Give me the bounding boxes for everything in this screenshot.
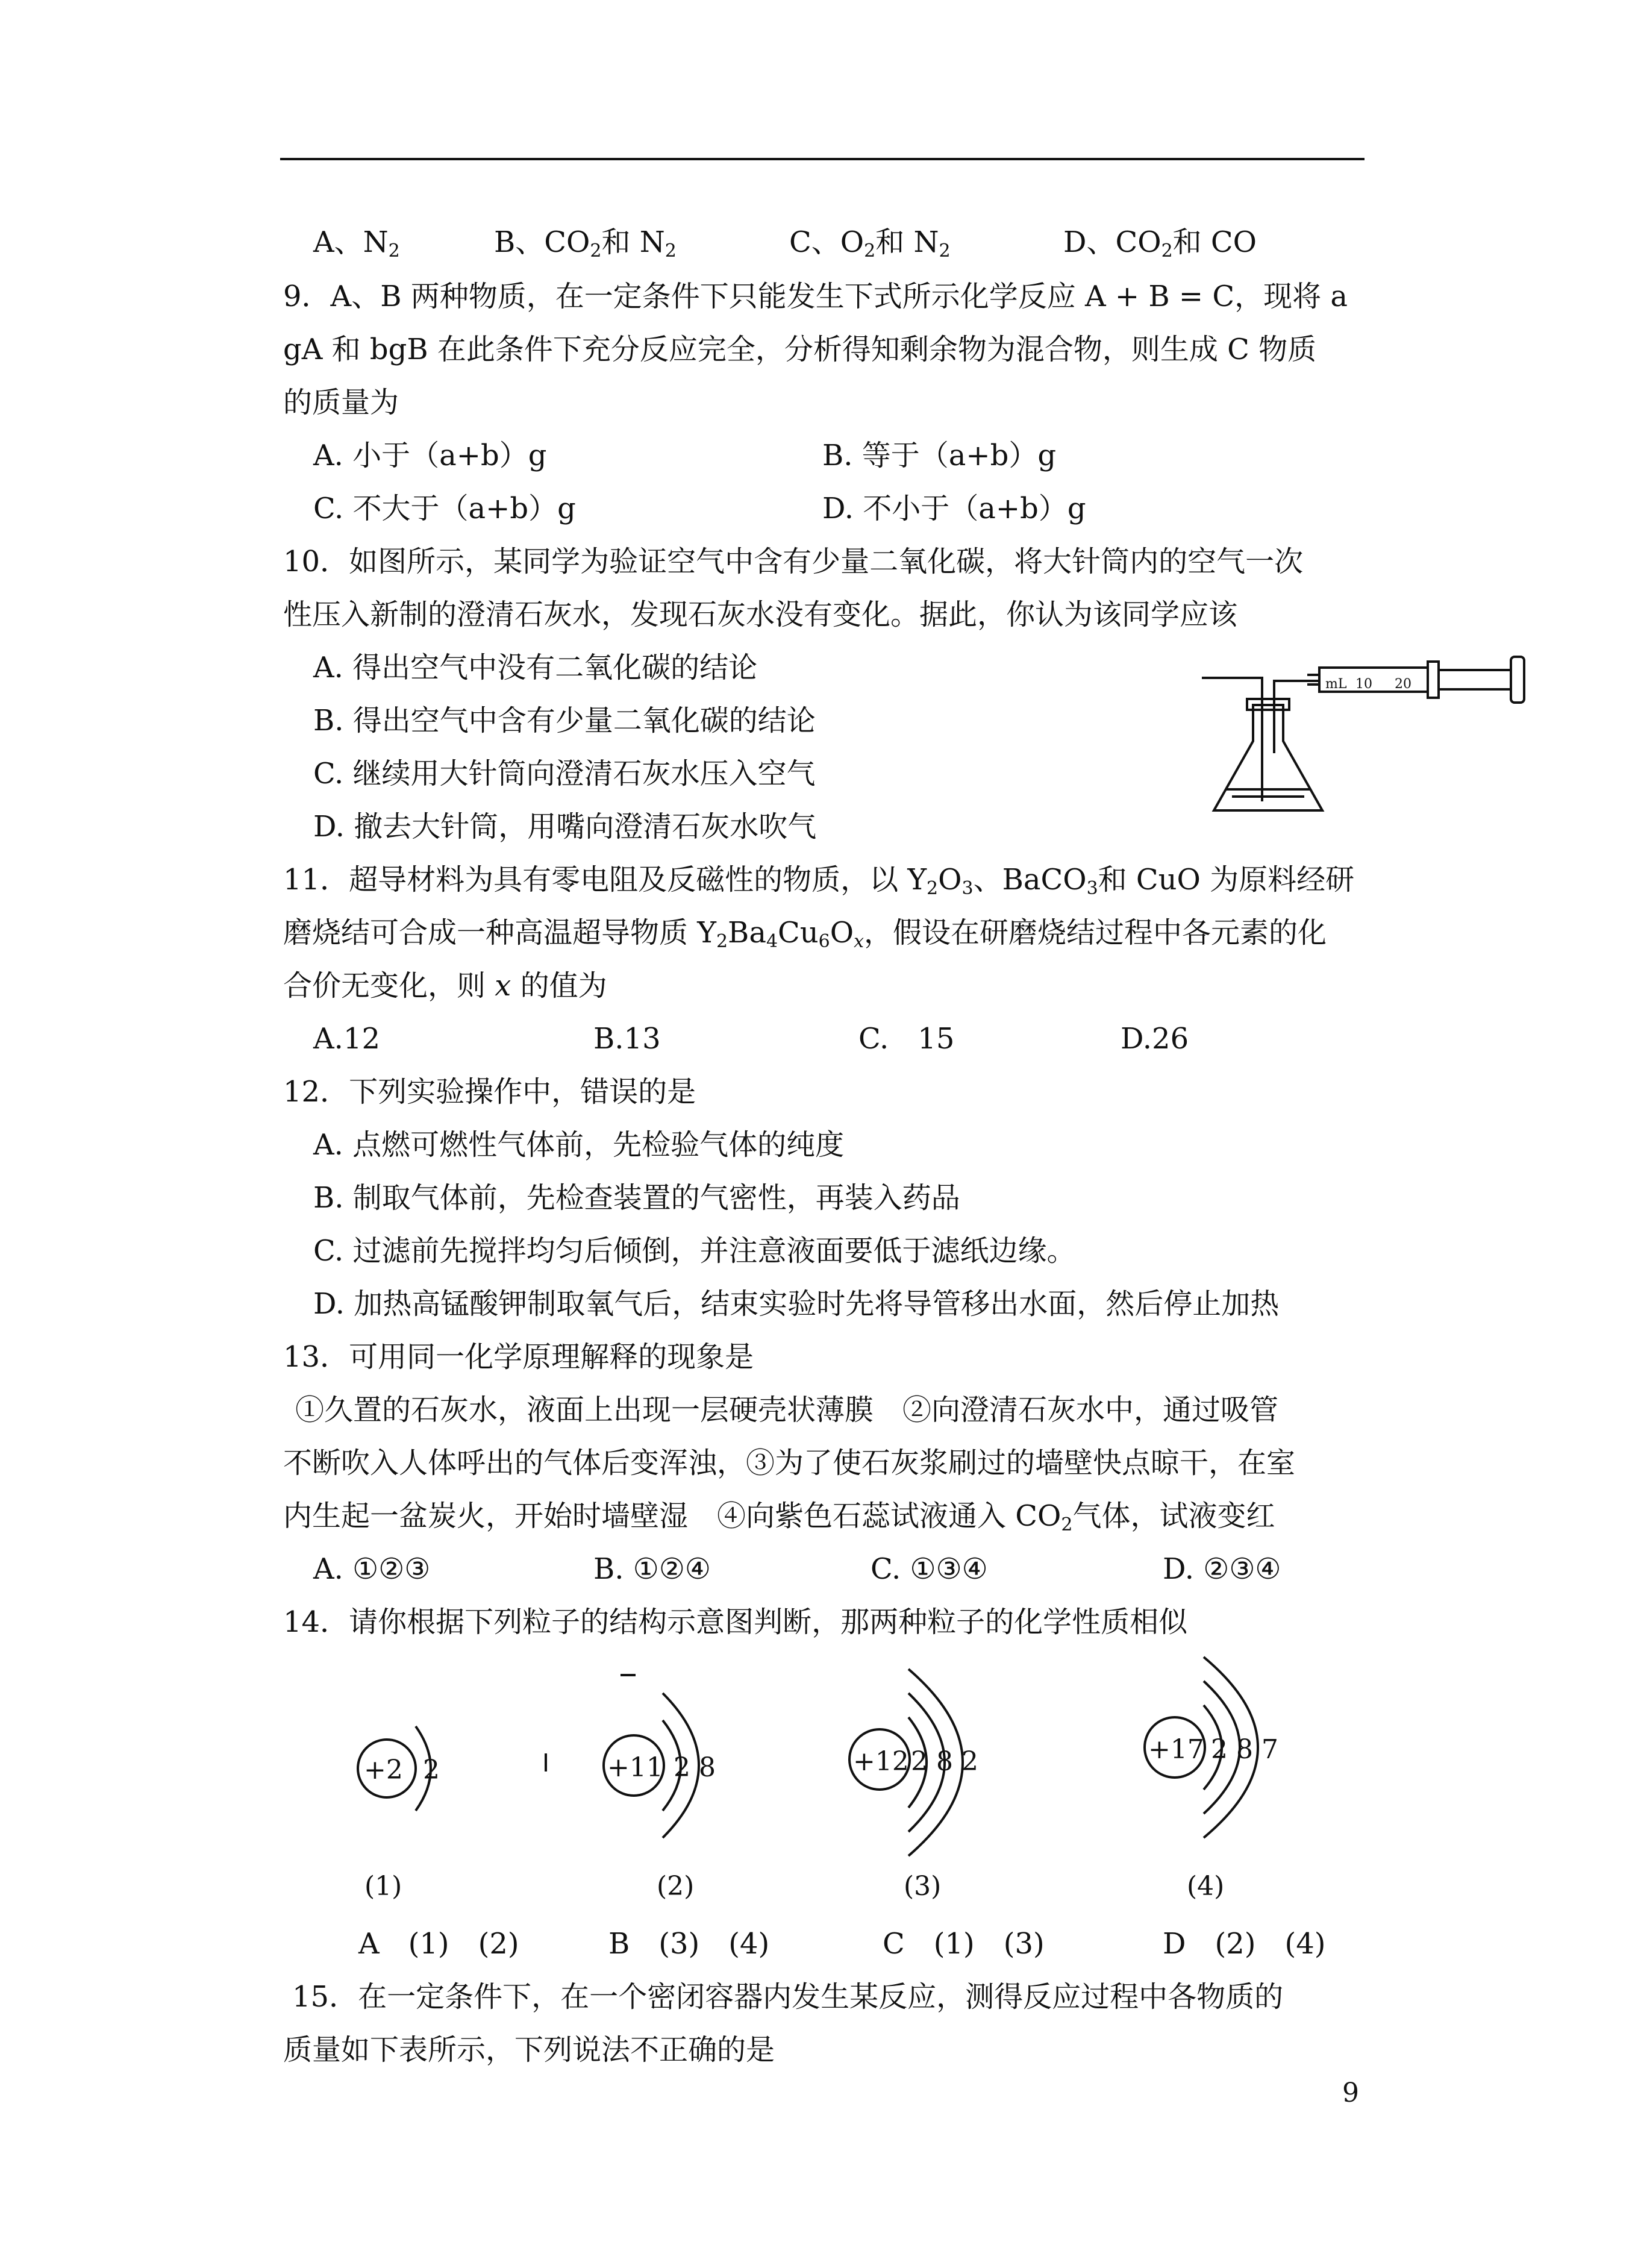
- q9-option-d: D. 不小于（a+b）g: [822, 492, 1086, 525]
- q10-line-2: 性压入新制的澄清石灰水，发现石灰水没有变化。据此，你认为该同学应该: [283, 598, 1238, 631]
- particle-3-nucleus: +12: [853, 1746, 909, 1777]
- q9-line-3: 的质量为: [283, 386, 399, 419]
- q11-line-1: 11．超导材料为具有零电阻及反磁性的物质，以 $Y_2O_3$、BaCO$_3$和 CuO 为原料经研: [283, 863, 1355, 899]
- q14-option-c: C (1) (3): [883, 1927, 1045, 1961]
- q13-option-b: B. ①②④: [593, 1552, 711, 1586]
- q11-option-b: B.13: [593, 1022, 661, 1056]
- q15-line-1: 15．在一定条件下，在一个密闭容器内发生某反应，测得反应过程中各物质的: [292, 1980, 1284, 2014]
- q8-option-a: A、$N_2$: [313, 225, 400, 262]
- particle-4-electrons: 2 8 7: [1211, 1734, 1278, 1765]
- syringe-flask-figure: [1199, 645, 1548, 825]
- q14-option-a: A (1) (2): [358, 1927, 519, 1961]
- syringe-label-10: 10: [1355, 677, 1372, 692]
- particle-3-electrons: 2 8 2: [911, 1746, 978, 1777]
- particle-4-caption: (4): [1187, 1871, 1225, 1902]
- q10-line-1: 10．如图所示，某同学为验证空气中含有少量二氧化碳，将大针筒内的空气一次: [283, 545, 1304, 578]
- q13-line-2: 不断吹入人体呼出的气体后变浑浊，③为了使石灰浆刷过的墙壁快点晾干，在室: [283, 1446, 1296, 1480]
- q10-option-d: D. 撤去大针筒，用嘴向澄清石灰水吹气: [313, 810, 817, 844]
- q13-option-d: D. ②③④: [1163, 1552, 1281, 1586]
- q15-line-2: 质量如下表所示，下列说法不正确的是: [283, 2033, 775, 2067]
- syringe-label-ml: mL: [1325, 677, 1347, 692]
- q13-line-3: 内生起一盆炭火，开始时墙壁湿 ④向紫色石蕊试液通入 $CO_2$气体，试液变红: [283, 1499, 1275, 1535]
- q12-option-a: A. 点燃可燃性气体前，先检验气体的纯度: [313, 1128, 845, 1162]
- particle-2-caption: (2): [657, 1871, 695, 1902]
- q9-line-2: gA 和 bgB 在此条件下充分反应完全，分析得知剩余物为混合物，则生成 C 物质: [283, 333, 1317, 366]
- q12-option-c: C. 过滤前先搅拌均匀后倾倒，并注意液面要低于滤纸边缘。: [313, 1234, 1076, 1268]
- q12-option-b: B. 制取气体前，先检查装置的气密性，再装入药品: [313, 1181, 960, 1215]
- q13-option-c: C. ①③④: [871, 1552, 988, 1586]
- q8-option-d: D、$CO_2$和 CO: [1063, 225, 1257, 262]
- q14-title: 14．请你根据下列粒子的结构示意图判断，那两种粒子的化学性质相似: [283, 1605, 1188, 1639]
- q14-option-d: D (2) (4): [1163, 1927, 1326, 1961]
- q8-option-c: C、$O_2$和 $N_2$: [789, 225, 951, 262]
- syringe-label-20: 20: [1395, 677, 1411, 692]
- header-rule: [280, 158, 1365, 160]
- particle-1-caption: (1): [364, 1871, 402, 1902]
- q11-option-d: D.26: [1121, 1022, 1189, 1056]
- particle-1-nucleus: +2: [364, 1755, 403, 1785]
- q10-option-b: B. 得出空气中含有少量二氧化碳的结论: [313, 704, 816, 738]
- q9-option-a: A. 小于（a+b）g: [313, 439, 547, 472]
- page-number: 9: [1342, 2078, 1359, 2108]
- q12-title: 12．下列实验操作中，错误的是: [283, 1075, 696, 1109]
- q11-option-a: A.12: [313, 1022, 380, 1056]
- q9-option-b: B. 等于（a+b）g: [822, 439, 1057, 472]
- particle-4-nucleus: +17: [1148, 1734, 1204, 1765]
- particle-diagrams: [325, 1663, 1361, 1916]
- q11-line-2: 磨烧结可合成一种高温超导物质 $Y_2Ba_4Cu_6O_x$，假设在研磨烧结过程中各元素的化: [283, 916, 1327, 952]
- particle-2-electrons: 2 8: [674, 1752, 716, 1783]
- q11-option-c: C. 15: [858, 1022, 955, 1056]
- particle-1-electrons: 2: [423, 1755, 440, 1785]
- q10-option-a: A. 得出空气中没有二氧化碳的结论: [313, 651, 758, 684]
- particle-3-caption: (3): [904, 1871, 942, 1902]
- particle-2-nucleus: +11: [607, 1752, 663, 1783]
- q13-title: 13．可用同一化学原理解释的现象是: [283, 1340, 754, 1374]
- q8-option-b: B、$CO_2$和 $N_2$: [494, 225, 677, 262]
- q12-option-d: D. 加热高锰酸钾制取氧气后，结束实验时先将导管移出水面，然后停止加热: [313, 1287, 1280, 1321]
- q13-option-a: A. ①②③: [313, 1552, 431, 1586]
- q11-line-3: 合价无变化，则 x 的值为: [283, 969, 607, 1003]
- q13-line-1: ①久置的石灰水，液面上出现一层硬壳状薄膜 ②向澄清石灰水中，通过吸管: [295, 1393, 1279, 1427]
- q14-option-b: B (3) (4): [608, 1927, 770, 1961]
- q9-option-c: C. 不大于（a+b）g: [313, 492, 576, 525]
- q9-line-1: 9．A、B 两种物质，在一定条件下只能发生下式所示化学反应 A + B = C，现将 a: [283, 280, 1348, 313]
- q10-option-c: C. 继续用大针筒向澄清石灰水压入空气: [313, 757, 816, 791]
